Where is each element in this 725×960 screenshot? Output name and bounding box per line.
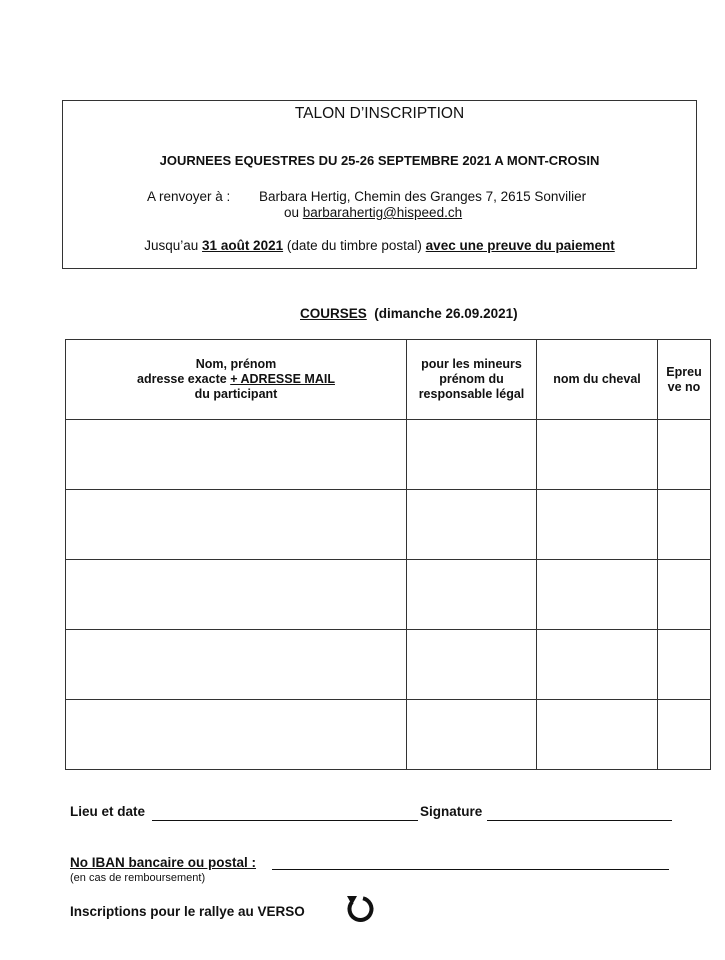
send-to-label: A renvoyer à : xyxy=(147,189,231,204)
deadline-date: 31 août 2021 xyxy=(202,238,284,253)
section-date: (dimanche 26.09.2021) xyxy=(366,306,518,321)
place-date-field[interactable] xyxy=(152,820,418,821)
header-horse: nom du cheval xyxy=(537,340,658,420)
signature-field[interactable] xyxy=(487,820,672,821)
iban-field[interactable] xyxy=(272,869,669,870)
header-participant-address: adresse exacte xyxy=(137,372,231,386)
header-box xyxy=(62,100,697,269)
horse-cell[interactable] xyxy=(537,560,658,630)
table-row xyxy=(66,700,711,770)
iban-label xyxy=(70,855,256,870)
table-row xyxy=(66,630,711,700)
deadline-prefix: Jusqu’au xyxy=(144,238,203,253)
deadline-line xyxy=(63,238,696,253)
signature-label: Signature xyxy=(420,804,483,819)
header-participant xyxy=(66,340,407,420)
guardian-cell[interactable] xyxy=(407,420,537,490)
deadline-suffix: avec une preuve du paiement xyxy=(425,238,615,253)
header-guardian-line1: pour les mineurs xyxy=(421,357,522,371)
send-to-address: Barbara Hertig, Chemin des Granges 7, 2615 Sonvilier xyxy=(259,189,587,204)
event-title: JOURNEES EQUESTRES DU 25-26 SEPTEMBRE 2021 A MONT-CROSIN xyxy=(159,153,600,168)
rotate-arrow-icon xyxy=(343,892,377,926)
section-name: COURSES xyxy=(300,306,367,321)
header-guardian-line3: responsable légal xyxy=(418,387,525,401)
verso-note: Inscriptions pour le rallye au VERSO xyxy=(70,904,305,919)
deadline-middle: (date du timbre postal) xyxy=(283,238,426,253)
place-date-label: Lieu et date xyxy=(70,804,146,819)
participant-cell[interactable] xyxy=(66,490,407,560)
header-guardian xyxy=(407,340,537,420)
iban-note: (en cas de remboursement) xyxy=(70,872,206,884)
section-title xyxy=(300,306,518,321)
header-participant-line2 xyxy=(66,372,406,387)
header-participant-mail: + ADRESSE MAIL xyxy=(230,372,335,386)
participant-cell[interactable] xyxy=(66,630,407,700)
guardian-cell[interactable] xyxy=(407,700,537,770)
event-no-cell[interactable] xyxy=(658,560,711,630)
header-event-no xyxy=(658,340,711,420)
table-header-row xyxy=(66,340,711,420)
registration-table xyxy=(65,339,711,770)
send-email-link[interactable]: barbarahertig@hispeed.ch xyxy=(302,205,463,220)
header-event-line1: Epreu xyxy=(666,364,702,379)
header-participant-line3: du participant xyxy=(194,387,278,401)
header-event-line2: ve no xyxy=(667,379,701,394)
header-participant-line1: Nom, prénom xyxy=(195,357,277,371)
guardian-cell[interactable] xyxy=(407,560,537,630)
form-title: TALON D’INSCRIPTION xyxy=(294,105,465,122)
horse-cell[interactable] xyxy=(537,490,658,560)
participant-cell[interactable] xyxy=(66,700,407,770)
table-row xyxy=(66,420,711,490)
guardian-cell[interactable] xyxy=(407,630,537,700)
event-no-cell[interactable] xyxy=(658,700,711,770)
table-row xyxy=(66,560,711,630)
horse-cell[interactable] xyxy=(537,420,658,490)
header-guardian-line2: prénom du xyxy=(439,372,504,386)
event-no-cell[interactable] xyxy=(658,420,711,490)
table-row xyxy=(66,490,711,560)
event-no-cell[interactable] xyxy=(658,630,711,700)
horse-cell[interactable] xyxy=(537,700,658,770)
event-no-cell[interactable] xyxy=(658,490,711,560)
send-or-text: ou xyxy=(284,205,303,220)
participant-cell[interactable] xyxy=(66,560,407,630)
send-email-line xyxy=(284,205,462,220)
guardian-cell[interactable] xyxy=(407,490,537,560)
participant-cell[interactable] xyxy=(66,420,407,490)
horse-cell[interactable] xyxy=(537,630,658,700)
iban-label-text: No IBAN bancaire ou postal : xyxy=(70,855,257,870)
